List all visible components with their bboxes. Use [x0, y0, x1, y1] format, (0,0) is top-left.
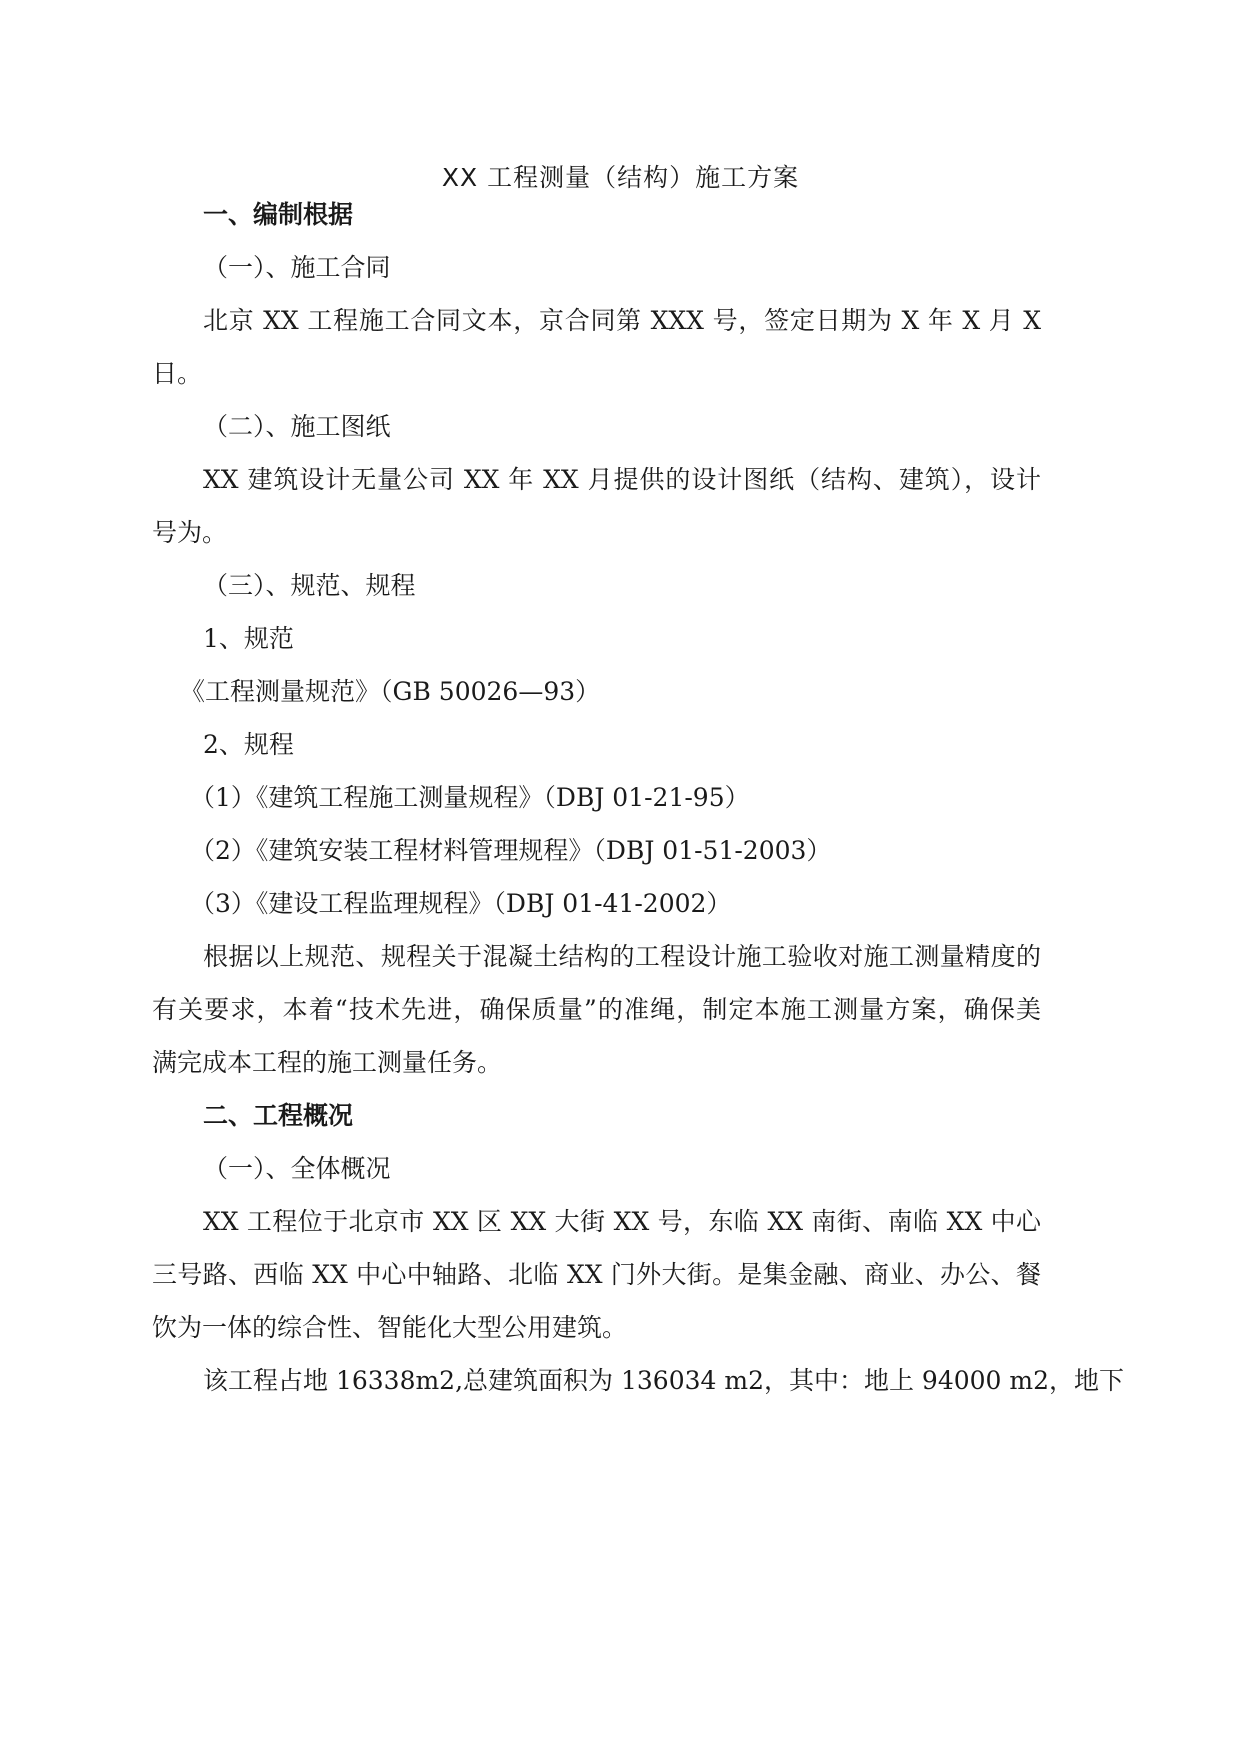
document-title: XX 工程测量（结构）施工方案 [441, 163, 800, 192]
item-1-title: 1、规范 [203, 624, 294, 653]
overview-paragraph-line-3: 饮为一体的综合性、智能化大型公用建筑。 [152, 1313, 628, 1342]
area-paragraph-line-1: 该工程占地 16338m2,总建筑面积为 136034 m2，其中：地上 94000 m2，地下 [203, 1366, 1125, 1395]
contract-text-line-1: 北京 XX 工程施工合同文本，京合同第 XXX 号，签定日期为 X 年 X 月 X [203, 306, 1041, 335]
section-1-heading: 一、编制根据 [203, 200, 354, 229]
basis-paragraph-line-3: 满完成本工程的施工测量任务。 [152, 1048, 503, 1077]
regulation-3: （3）《建设工程监理规程》（DBJ 01-41-2002） [190, 889, 732, 918]
drawings-text-line-1: XX 建筑设计无量公司 XX 年 XX 月提供的设计图纸（结构、建筑），设计 [203, 465, 1041, 494]
overview-paragraph-line-2: 三号路、西临 XX 中心中轴路、北临 XX 门外大街。是集金融、商业、办公、餐 [152, 1260, 1041, 1289]
basis-paragraph-line-1: 根据以上规范、规程关于混凝土结构的工程设计施工验收对施工测量精度的 [203, 942, 1041, 971]
section-1-sub-2-title: （二）、施工图纸 [203, 412, 391, 441]
item-2-title: 2、规程 [203, 730, 294, 759]
section-2-sub-1-title: （一）、全体概况 [203, 1154, 391, 1183]
basis-paragraph-line-2: 有关要求，本着“技术先进，确保质量”的准绳，制定本施工测量方案，确保美 [152, 995, 1041, 1024]
section-2-heading: 二、工程概况 [203, 1101, 354, 1130]
item-1-text: 《工程测量规范》（GB 50026—93） [180, 677, 601, 706]
overview-paragraph-line-1: XX 工程位于北京市 XX 区 XX 大街 XX 号，东临 XX 南街、南临 XX 中心 [203, 1207, 1041, 1236]
regulation-1: （1）《建筑工程施工测量规程》（DBJ 01-21-95） [190, 783, 750, 812]
contract-text-line-2: 日。 [152, 359, 203, 388]
regulation-2: （2）《建筑安装工程材料管理规程》（DBJ 01-51-2003） [190, 836, 832, 865]
section-1-sub-1-title: （一）、施工合同 [203, 253, 391, 282]
drawings-text-line-2: 号为。 [152, 518, 228, 547]
section-1-sub-3-title: （三）、规范、规程 [203, 571, 416, 600]
